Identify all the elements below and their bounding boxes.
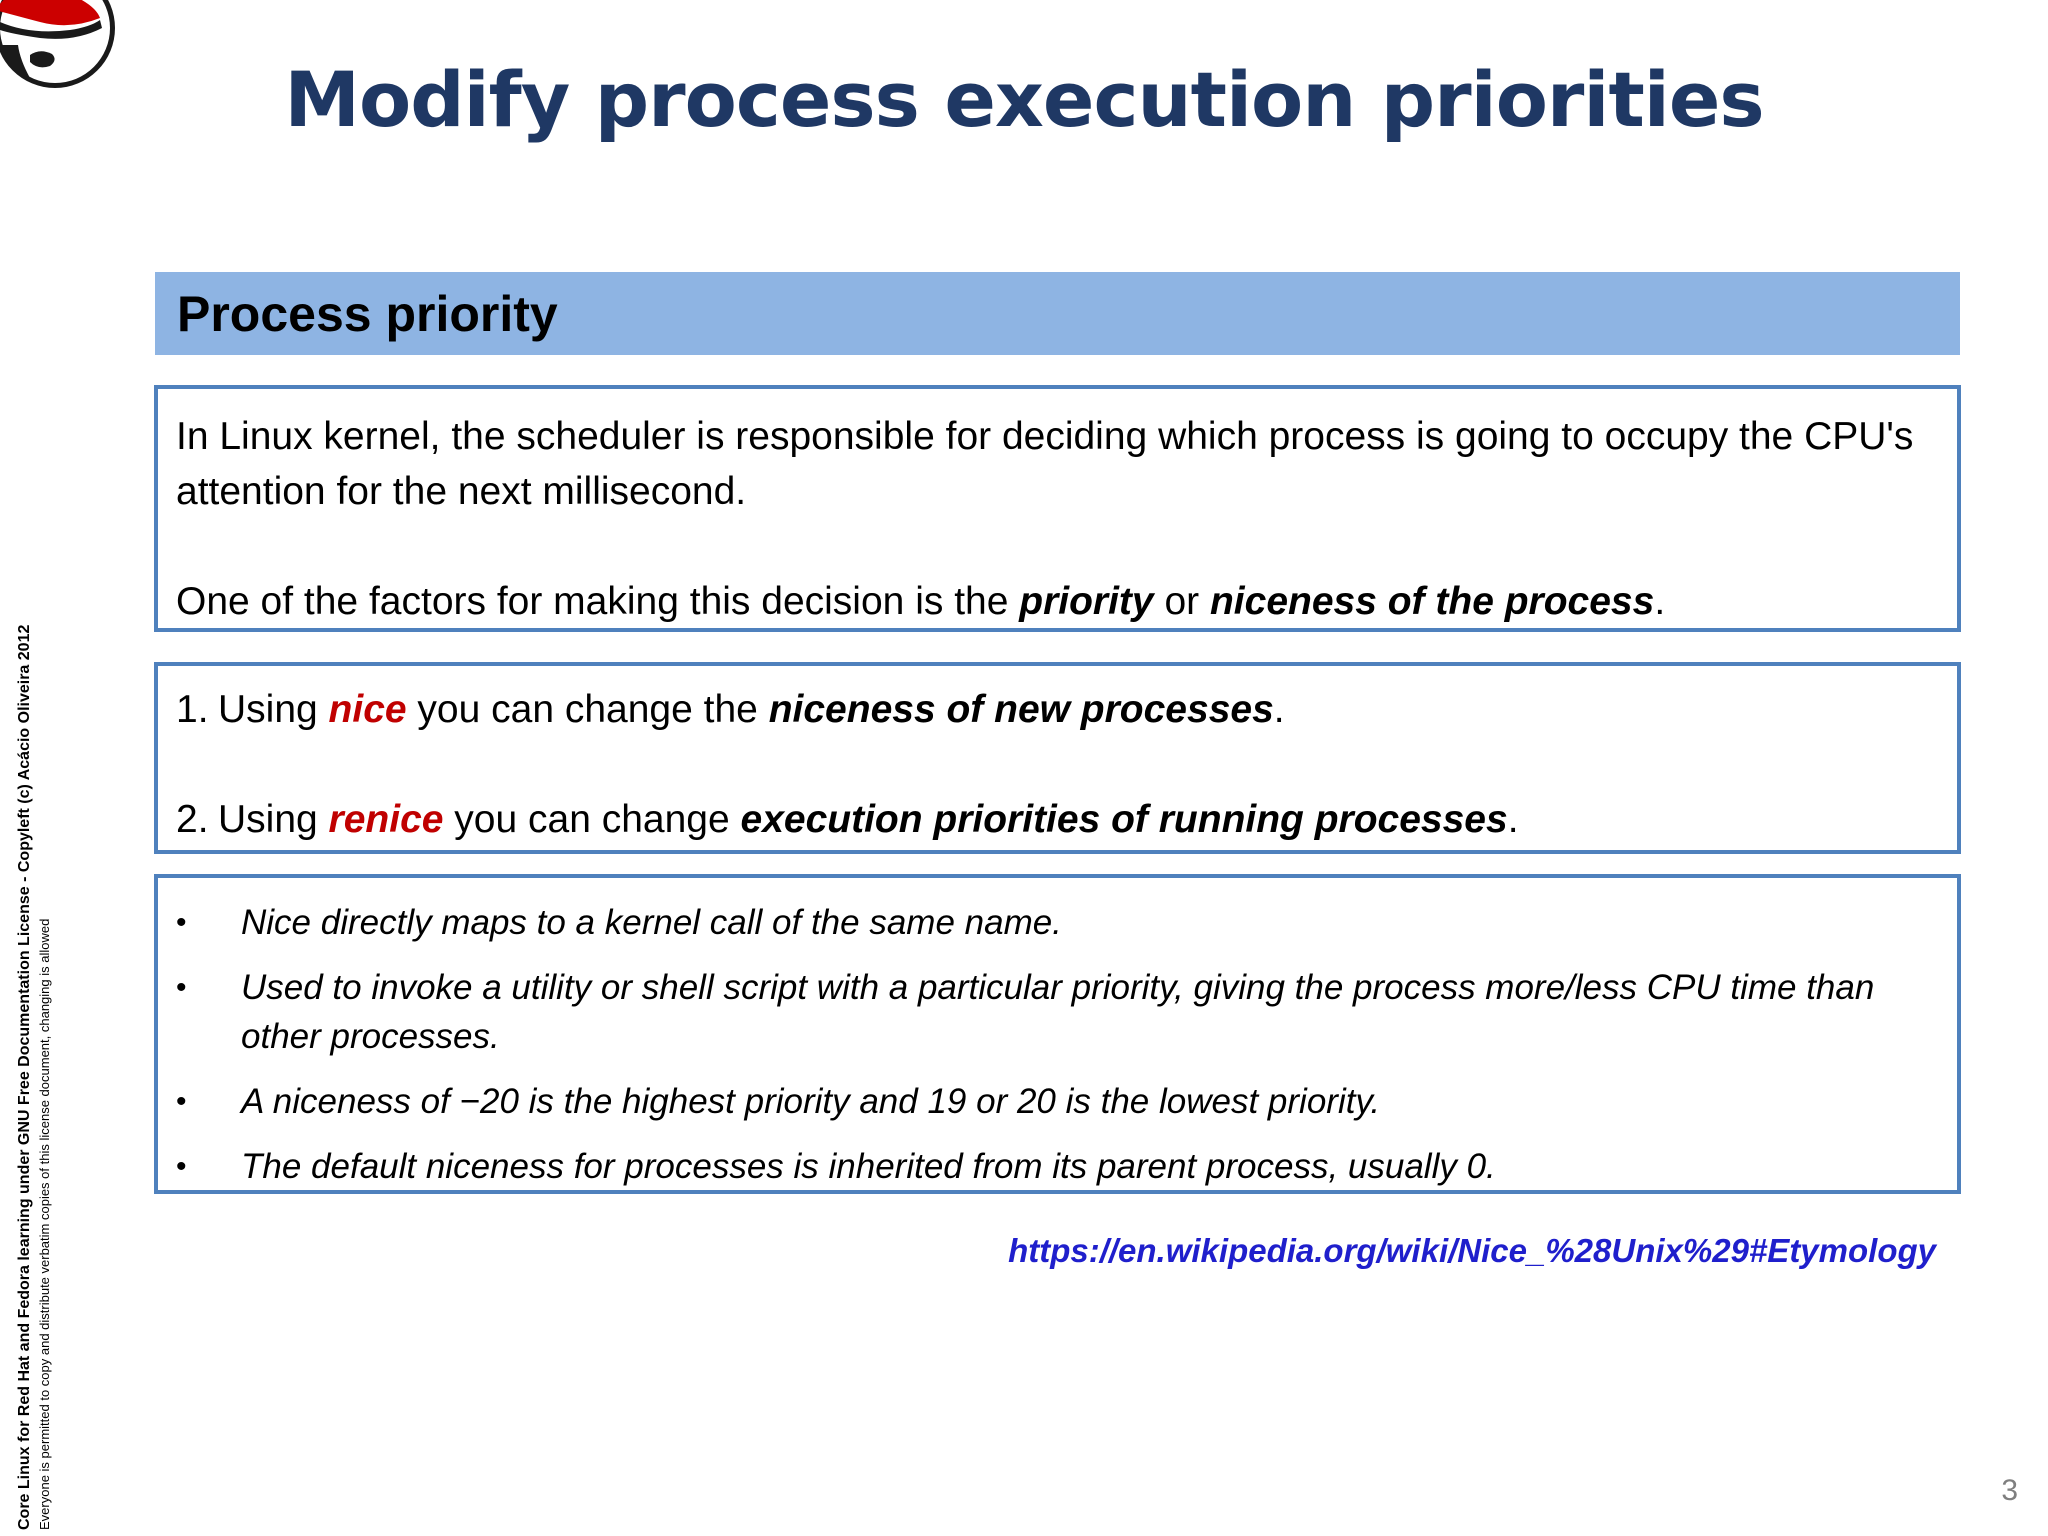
bullet-item	[176, 1142, 1897, 1191]
section-header-label: Process priority	[177, 285, 558, 342]
intro-paragraph: In Linux kernel, the scheduler is responsible for deciding which process is going to occupy the CPU's attention for the next millisecond.	[176, 415, 1914, 513]
wikipedia-link[interactable]: https://en.wikipedia.org/wiki/Nice_%28Unix%29#Etymology	[1008, 1232, 1936, 1269]
bullet-icon: •	[176, 1085, 187, 1118]
notes-box	[154, 874, 1961, 1194]
or-text: or	[1153, 580, 1210, 623]
item-text: Using	[218, 798, 329, 841]
commands-box	[154, 662, 1961, 854]
bullet-text: The default niceness for processes is inherited from its parent process, usually 0.	[241, 1147, 1496, 1186]
item-text: you can change the	[406, 688, 769, 731]
period: .	[1654, 580, 1666, 623]
license-sidebar	[0, 510, 60, 1530]
bullet-item	[176, 898, 1897, 947]
slide-title: Modify process execution priorities	[284, 55, 1764, 144]
bullet-item	[176, 963, 1897, 1061]
intro-box	[154, 385, 1961, 632]
period: .	[1273, 688, 1285, 731]
bullet-text: A niceness of −20 is the highest priority and 19 or 20 is the lowest priority.	[241, 1082, 1381, 1121]
bullet-icon: •	[176, 1150, 187, 1183]
niceness-term: niceness of the process	[1209, 580, 1655, 623]
renice-command: renice	[328, 798, 444, 841]
bullet-icon: •	[176, 971, 187, 1004]
bullet-item	[176, 1077, 1897, 1126]
copy-permission-line: Everyone is permitted to copy and distribute verbatim copies of this license document, changing is allowed	[37, 918, 52, 1530]
nice-command: nice	[328, 688, 407, 731]
item-emphasis: execution priorities of running processes	[740, 798, 1508, 841]
license-line: Core Linux for Red Hat and Fedora learning under GNU Free Documentation License - Copyleft (c) Acácio Oliveira 2012	[16, 624, 33, 1530]
bullet-text: Used to invoke a utility or shell script with a particular priority, giving the process more/less CPU time than other processes.	[241, 968, 1875, 1056]
item-number: 2.	[176, 798, 209, 841]
bullet-text: Nice directly maps to a kernel call of the same name.	[241, 903, 1062, 942]
item-text: Using	[218, 688, 329, 731]
priority-term: priority	[1019, 580, 1154, 623]
item-text: you can change	[443, 798, 741, 841]
period: .	[1507, 798, 1519, 841]
page-number: 3	[2001, 1474, 2018, 1507]
bullet-icon: •	[176, 906, 187, 939]
list-item	[176, 682, 1939, 737]
factors-prefix: One of the factors for making this decision is the	[176, 580, 1020, 623]
section-header	[155, 272, 1960, 355]
item-emphasis: niceness of new processes	[768, 688, 1274, 731]
factors-paragraph	[176, 574, 1939, 629]
list-item	[176, 792, 1939, 847]
item-number: 1.	[176, 688, 209, 731]
